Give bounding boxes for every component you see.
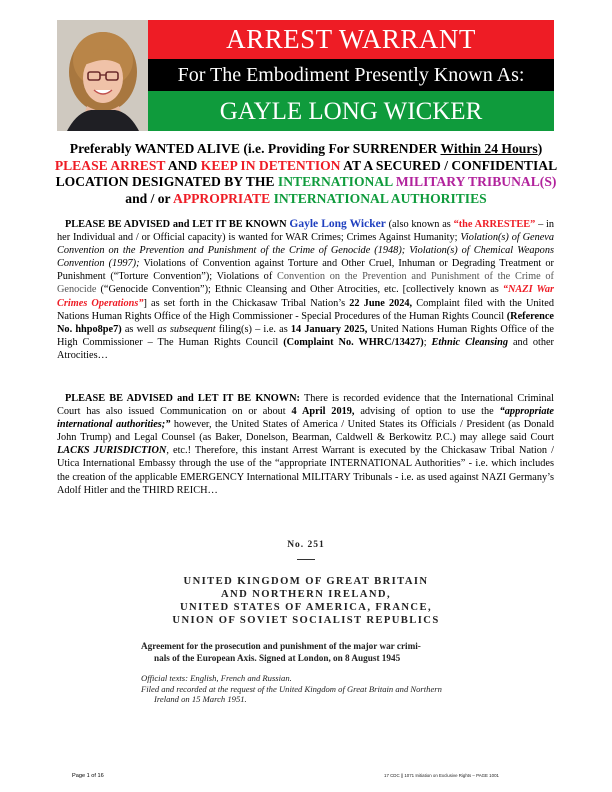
heading-arrest: PLEASE ARREST — [54, 157, 166, 173]
nazi-operations-label: “NAZI War Crimes Operations” — [57, 284, 554, 309]
convention-violations: Violation(s) of Geneva Convention on the Prevention and Punishment of the Crime of Genocide (1948); Violation(s) of Chemical Weapons Convention (1997); — [57, 232, 555, 270]
paragraph-text: and other Atrocities… — [57, 336, 554, 361]
treaty-party: UNITED STATES OF AMERICA, FRANCE, — [179, 602, 433, 613]
heading-text: LOCATION DESIGNATED BY THE — [55, 174, 278, 189]
heading-tribunal: MILITARY TRIBUNAL(S) — [395, 174, 557, 189]
paragraph-text: , etc.! Therefore, this instant Arrest Warrant is executed by the Chickasaw Tribal Nation / Utica International Embassy through the use of the “appropriate INTERNATIONAL Authorities” - i.e. which includes the creation of the applicable EMERGENCY International MILITARY Tribunals - i.e. as used against NAZI Germany’s Adolf Hitler and the THIRD REICH… — [57, 445, 554, 496]
subject-name: GAYLE LONG WICKER — [219, 98, 483, 125]
heading-deadline: Within 24 Hours — [440, 141, 538, 156]
arrestee-label: “the ARRESTEE” — [453, 219, 536, 230]
filed-note — [141, 684, 502, 705]
heading-text: ) — [537, 141, 543, 156]
heading-detention: KEEP IN DETENTION — [200, 157, 341, 173]
page-number: Page 1 of 16 — [72, 773, 104, 779]
warrant-banner — [57, 20, 554, 131]
treaty-party: UNION OF SOVIET SOCIALIST REPUBLICS — [172, 615, 440, 626]
paragraph-lead: PLEASE BE ADVISED and LET IT BE KNOWN — [65, 219, 287, 230]
agreement-line: Agreement for the prosecution and punishment of the major war crimi- — [141, 641, 421, 651]
wanted-heading — [40, 141, 572, 207]
heading-text: Preferably WANTED ALIVE (i.e. Providing For SURRENDER — [69, 141, 441, 156]
heading-appropriate: APPROPRIATE — [173, 190, 271, 206]
paragraph-text: – in her Individual and / or Official capacity) is wanted for WAR Crimes; Crimes Against Humanity; — [57, 219, 554, 244]
treaty-party: UNITED KINGDOM OF GREAT BRITAIN — [183, 576, 429, 587]
official-texts: Official texts: English, French and Russian. — [141, 673, 292, 683]
warrant-title: ARREST WARRANT — [226, 24, 476, 54]
lacks-jurisdiction-label: LACKS JURISDICTION — [57, 445, 167, 457]
appropriate-authorities-label: “appropriate international authorities;” — [57, 406, 554, 431]
paragraph-text: United Nations Human Rights Office of the High Commissioner – The Human Rights Council — [57, 323, 554, 348]
paragraph-text: filing(s) – i.e. as — [215, 323, 291, 335]
heading-authorities: INTERNATIONAL AUTHORITIES — [273, 190, 487, 206]
filed-line: Ireland on 15 March 1951. — [154, 694, 247, 704]
icc-date: 4 April 2019, — [291, 406, 355, 418]
portrait-image — [57, 20, 148, 131]
paragraph-text: as well — [121, 323, 158, 335]
paragraph-text: There is recorded evidence that the International Criminal Court has also issued Communication on or about — [57, 393, 554, 418]
agreement-title — [141, 641, 471, 664]
filing-date: 14 January 2025, — [290, 323, 368, 335]
heading-international: INTERNATIONAL — [277, 174, 393, 189]
treaty-rule — [297, 559, 315, 560]
paragraph-text: (also known as — [385, 219, 454, 230]
heading-line-4 — [40, 191, 572, 208]
heading-line-3 — [40, 174, 572, 191]
paragraph-text: as subsequent — [157, 323, 216, 335]
filed-line: Filed and recorded at the request of the United Kingdom of Great Britain and Northern — [141, 683, 442, 694]
complaint-date: 22 June 2024, — [349, 297, 413, 309]
paragraph-text: Violations of Convention against Torture and Other Cruel, Inhuman or Degrading Treatment or Punishment (“Torture Convention”); Violations of — [57, 258, 554, 283]
heading-line-1 — [40, 141, 572, 158]
treaty-party: AND NORTHERN IRELAND, — [221, 589, 391, 600]
subject-name-inline: Gayle Long Wicker — [289, 218, 386, 230]
advisory-paragraph-1 — [57, 218, 554, 362]
paragraph-text: however, the United States of America / United States its Officials / President (as Donald John Trump) and Legal Counsel (as Baker, Donelson, Bearman, Caldwell & Berkowitz P.C.) may allege said Court — [57, 419, 555, 444]
ethnic-cleansing-label: Ethnic Cleansing — [431, 336, 509, 348]
treaty-excerpt — [110, 540, 502, 705]
advisory-paragraph-2 — [57, 392, 554, 497]
heading-text: and / or — [125, 190, 173, 206]
paragraph-text: (“Genocide Convention”); Ethnic Cleansing and Other Atrocities, etc. [collectively known as — [96, 284, 503, 296]
heading-text: AT A SECURED / CONFIDENTIAL — [340, 157, 558, 173]
treaty-number: No. 251 — [287, 540, 325, 550]
footer-reference: 17 CDC || 1071 Initiation on Exclusive Rights – PAGE 1001 — [384, 773, 499, 778]
reference-number: (Reference No. hhpo8pe7) — [57, 310, 554, 335]
heading-line-2 — [40, 158, 572, 175]
subject-photo — [57, 20, 148, 131]
heading-text: AND — [165, 157, 201, 173]
paragraph-text: ] as set forth in the Chickasaw Tribal Nation’s — [143, 297, 350, 309]
genocide-convention: Convention on the Prevention and Punishment of the Crime of Genocide — [57, 271, 554, 296]
paragraph-text: ; — [423, 336, 432, 348]
warrant-subtitle: For The Embodiment Presently Known As: — [177, 64, 525, 86]
complaint-number: (Complaint No. WHRC/13427) — [283, 336, 424, 348]
paragraph-text: Complaint filed with the United Nations Human Rights Office of the High Commissioner - Special Procedures of the Human Rights Council — [57, 297, 554, 322]
agreement-line: nals of the European Axis. Signed at London, on 8 August 1945 — [154, 652, 401, 663]
paragraph-lead: PLEASE BE ADVISED and LET IT BE KNOWN: — [65, 393, 300, 404]
paragraph-text: advising of option to use the — [354, 406, 500, 418]
